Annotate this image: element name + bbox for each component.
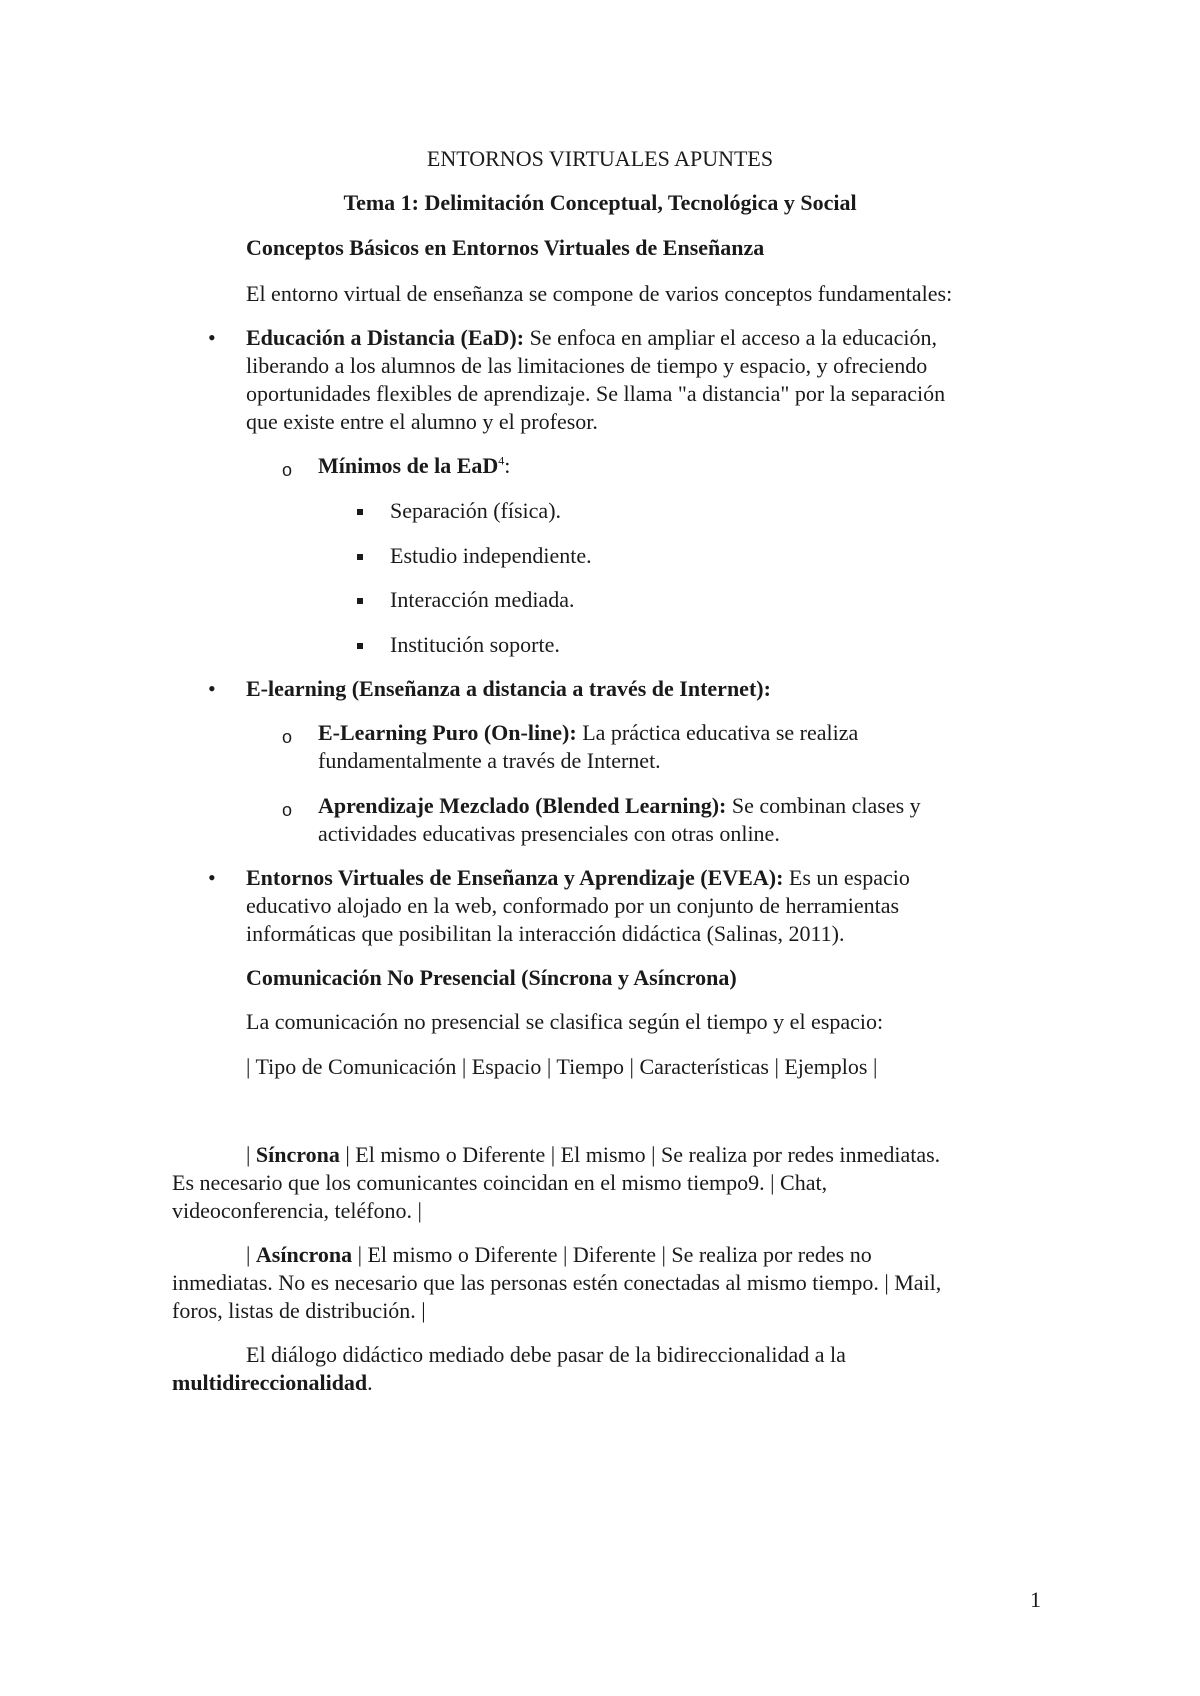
elearning-puro-text: La práctica educativa se realiza [576, 720, 859, 745]
bullet1-line2: liberando a los alumnos de las limitaciones de tiempo y espacio, y ofreciendo [246, 353, 928, 378]
row-sincrona-text: | El mismo o Diferente | El mismo | Se realiza por redes inmediatas. [339, 1142, 941, 1167]
square-bullet [357, 509, 363, 515]
elearning-puro [318, 719, 1038, 775]
row-sincrona-term: Síncrona [255, 1142, 340, 1167]
blended-line1 [318, 792, 1038, 820]
bullet-dot: • [208, 865, 216, 890]
sub-marker: o [282, 800, 293, 820]
section1-heading [246, 234, 764, 262]
sub-marker: o [282, 460, 293, 480]
footnote-ref: 4 [498, 453, 505, 468]
page-subtitle [0, 189, 1200, 217]
closing-paragraph [172, 1341, 1042, 1397]
section2-intro: La comunicación no presencial se clasifica según el tiempo y el espacio: [246, 1009, 884, 1034]
closing-end: . [367, 1370, 373, 1395]
row-asincrona [172, 1241, 1042, 1325]
bullet-dot: • [208, 676, 216, 701]
bullet2-heading [246, 675, 771, 703]
row-asincrona-line1 [172, 1241, 1042, 1269]
bullet1-term: Educación a Distancia (EaD): [246, 325, 525, 350]
minimos-item: Institución soporte. [390, 632, 560, 657]
minimos-term: Mínimos de la EaD [318, 453, 499, 478]
row-sincrona-line2: Es necesario que los comunicantes coincidan en el mismo tiempo9. | Chat, [172, 1170, 828, 1195]
square-bullet [357, 554, 363, 560]
row-asincrona-prefix: | [246, 1242, 256, 1267]
section1-heading-text: Conceptos Básicos en Entornos Virtuales de Enseñanza [246, 235, 765, 260]
closing-line2 [172, 1369, 1042, 1397]
bullet1-line1-text: Se enfoca en ampliar el acceso a la educación, [524, 325, 937, 350]
bullet3-line1-text: Es un espacio [783, 865, 910, 890]
closing-term: multidireccionalidad [172, 1370, 368, 1395]
row-sincrona [172, 1141, 1042, 1225]
blended-text: Se combinan clases y [726, 793, 921, 818]
row-asincrona-line2: inmediatas. No es necesario que las personas estén conectadas al mismo tiempo. | Mail, [172, 1270, 942, 1295]
row-sincrona-prefix: | [246, 1142, 256, 1167]
bullet1-line3: oportunidades flexibles de aprendizaje. Se llama "a distancia" por la separación [246, 381, 946, 406]
minimos-heading [318, 452, 510, 480]
elearning-puro-term: E-Learning Puro (On-line): [318, 720, 577, 745]
blended-line2: actividades educativas presenciales con otras online. [318, 821, 780, 846]
minimos-suffix: : [504, 453, 511, 478]
square-bullet [357, 643, 363, 649]
row-asincrona-line3: foros, listas de distribución. | [172, 1298, 426, 1323]
bullet3-line1 [246, 864, 1046, 892]
section2-heading [246, 964, 737, 992]
section2-heading-text: Comunicación No Presencial (Síncrona y Asíncrona) [246, 965, 737, 990]
minimos-item: Separación (física). [390, 498, 562, 523]
page-number: 1 [1030, 1587, 1041, 1612]
bullet3-line3: informáticas que posibilitan la interacción didáctica (Salinas, 2011). [246, 921, 845, 946]
blended-learning [318, 792, 1038, 848]
row-sincrona-line3: videoconferencia, teléfono. | [172, 1198, 422, 1223]
square-bullet [357, 598, 363, 604]
bullet1-text [246, 324, 1046, 436]
bullet3-line2: educativo alojado en la web, conformado por un conjunto de herramientas [246, 893, 900, 918]
row-asincrona-term: Asíncrona [255, 1242, 353, 1267]
minimos-item: Estudio independiente. [390, 543, 592, 568]
bullet3-text [246, 864, 1046, 948]
bullet1-line4: que existe entre el alumno y el profesor. [246, 409, 598, 434]
subtitle-text: Tema 1: Delimitación Conceptual, Tecnológica y Social [343, 190, 857, 215]
sub-marker: o [282, 727, 293, 747]
row-asincrona-text: | El mismo o Diferente | Diferente | Se realiza por redes no [352, 1242, 872, 1267]
minimos-item: Interacción mediada. [390, 587, 575, 612]
elearning-puro-line1 [318, 719, 1038, 747]
table-header-row: | Tipo de Comunicación | Espacio | Tiempo | Características | Ejemplos | [246, 1054, 878, 1079]
bullet3-term: Entornos Virtuales de Enseñanza y Aprendizaje (EVEA): [246, 865, 784, 890]
section1-intro: El entorno virtual de enseñanza se compone de varios conceptos fundamentales: [246, 281, 953, 306]
bullet1-line1 [246, 324, 1046, 352]
bullet2-term: E-learning (Enseñanza a distancia a través de Internet): [246, 676, 771, 701]
elearning-puro-line2: fundamentalmente a través de Internet. [318, 748, 661, 773]
blended-term: Aprendizaje Mezclado (Blended Learning): [318, 793, 727, 818]
page-title: ENTORNOS VIRTUALES APUNTES [426, 146, 774, 171]
bullet-dot: • [208, 325, 216, 350]
row-sincrona-line1 [172, 1141, 1042, 1169]
closing-line1: El diálogo didáctico mediado debe pasar de la bidireccionalidad a la [246, 1342, 846, 1367]
